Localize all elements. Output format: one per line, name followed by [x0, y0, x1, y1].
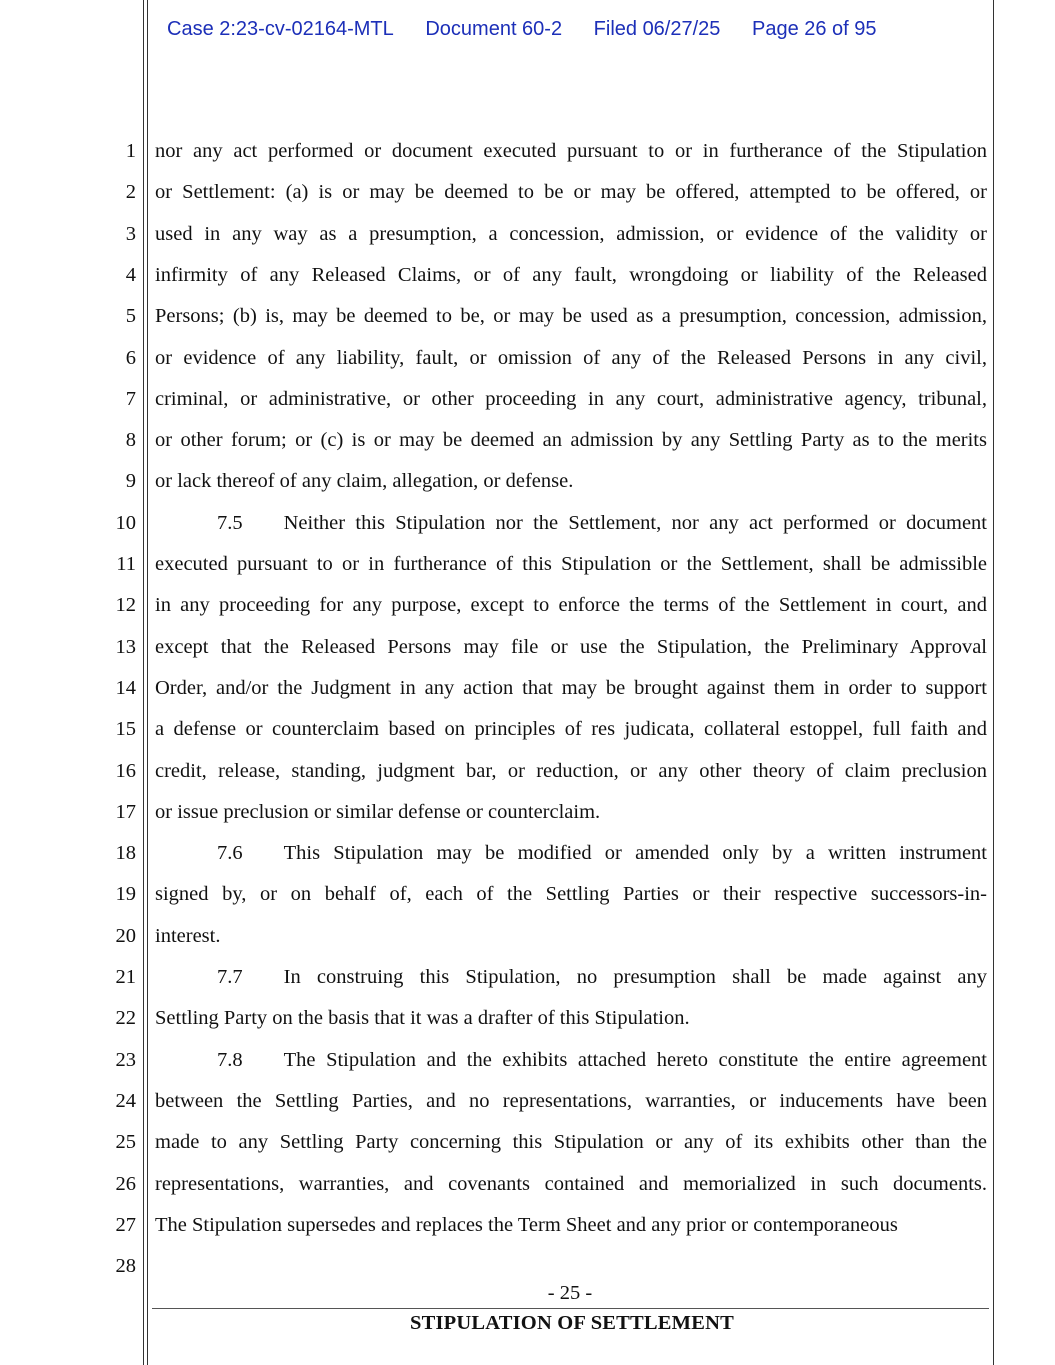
line-number: 17: [115, 801, 136, 823]
text-line: or other forum; or (c) is or may be deemed an admission by any Settling Party as to the merits: [155, 429, 987, 451]
text-line: or lack thereof of any claim, allegation, or defense.: [155, 470, 574, 492]
text-line: Persons; (b) is, may be deemed to be, or may be used as a presumption, concession, admission,: [155, 305, 987, 327]
text-line: Order, and/or the Judgment in any action that may be brought against them in order to support: [155, 677, 987, 699]
line-number: 18: [115, 842, 136, 864]
line-number: 5: [125, 305, 136, 327]
case-number: Case 2:23-cv-02164-MTL: [167, 18, 394, 40]
line-number: 27: [115, 1214, 136, 1236]
line-number: 26: [115, 1173, 136, 1195]
line-number: 21: [115, 966, 136, 988]
line-number: 11: [116, 553, 136, 575]
text-line: or Settlement: (a) is or may be deemed to be or may be offered, attempted to be offered, or: [155, 181, 987, 203]
left-margin-rule-inner: [147, 0, 148, 1365]
text-line: or evidence of any liability, fault, or omission of any of the Released Persons in any civil,: [155, 347, 987, 369]
line-number: 20: [115, 925, 136, 947]
line-number: 22: [115, 1007, 136, 1029]
line-number: 8: [125, 429, 136, 451]
text-line: made to any Settling Party concerning this Stipulation or any of its exhibits other than the: [155, 1131, 987, 1153]
line-number: 23: [115, 1049, 136, 1071]
line-number: 24: [115, 1090, 136, 1112]
page-number: - 25 -: [547, 1282, 593, 1304]
line-number: 4: [125, 264, 136, 286]
text-line: criminal, or administrative, or other proceeding in any court, administrative agency, tribunal,: [155, 388, 987, 410]
text-line: nor any act performed or document executed pursuant to or in furtherance of the Stipulation: [155, 140, 987, 162]
text-line: in any proceeding for any purpose, except to enforce the terms of the Settlement in court, and: [155, 594, 987, 616]
line-number: 28: [115, 1255, 136, 1277]
footer-divider: [152, 1308, 989, 1309]
text-line: a defense or counterclaim based on principles of res judicata, collateral estoppel, full faith and: [155, 718, 987, 740]
text-line: executed pursuant to or in furtherance of this Stipulation or the Settlement, shall be admissible: [155, 553, 987, 575]
text-line: 7.7 In construing this Stipulation, no presumption shall be made against any: [217, 966, 987, 988]
text-line: credit, release, standing, judgment bar, or reduction, or any other theory of claim preclusion: [155, 760, 987, 782]
filed-date: Filed 06/27/25: [593, 18, 721, 40]
line-number: 13: [115, 636, 136, 658]
page-indicator: Page 26 of 95: [751, 18, 877, 40]
line-number: 2: [125, 181, 136, 203]
line-number: 25: [115, 1131, 136, 1153]
text-line: interest.: [155, 925, 221, 947]
line-number: 1: [125, 140, 136, 162]
text-line: between the Settling Parties, and no representations, warranties, or inducements have been: [155, 1090, 987, 1112]
line-number: 7: [125, 388, 136, 410]
text-line: Settling Party on the basis that it was a drafter of this Stipulation.: [155, 1007, 690, 1029]
footer-title: STIPULATION OF SETTLEMENT: [410, 1312, 734, 1334]
text-line: 7.8 The Stipulation and the exhibits attached hereto constitute the entire agreement: [217, 1049, 987, 1071]
document-number: Document 60-2: [425, 18, 563, 40]
line-number: 16: [115, 760, 136, 782]
left-margin-rule-outer: [143, 0, 144, 1365]
line-number: 19: [115, 883, 136, 905]
line-number: 10: [115, 512, 136, 534]
text-line: 7.6 This Stipulation may be modified or amended only by a written instrument: [217, 842, 987, 864]
line-number: 6: [125, 347, 136, 369]
case-header: [167, 18, 903, 41]
line-number: 14: [115, 677, 136, 699]
line-number: 12: [115, 594, 136, 616]
text-line: or issue preclusion or similar defense or counterclaim.: [155, 801, 601, 823]
text-line: The Stipulation supersedes and replaces the Term Sheet and any prior or contemporaneous: [155, 1214, 898, 1236]
text-line: signed by, or on behalf of, each of the Settling Parties or their respective successors-in-: [155, 883, 987, 905]
right-margin-rule: [993, 0, 994, 1365]
text-line: representations, warranties, and covenants contained and memorialized in such documents.: [155, 1173, 987, 1195]
text-line: except that the Released Persons may file or use the Stipulation, the Preliminary Approval: [155, 636, 987, 658]
text-line: used in any way as a presumption, a concession, admission, or evidence of the validity or: [155, 223, 987, 245]
text-line: infirmity of any Released Claims, or of any fault, wrongdoing or liability of the Released: [155, 264, 987, 286]
text-line: 7.5 Neither this Stipulation nor the Settlement, nor any act performed or document: [217, 512, 987, 534]
line-number: 15: [115, 718, 136, 740]
line-number: 3: [125, 223, 136, 245]
line-number: 9: [125, 470, 136, 492]
